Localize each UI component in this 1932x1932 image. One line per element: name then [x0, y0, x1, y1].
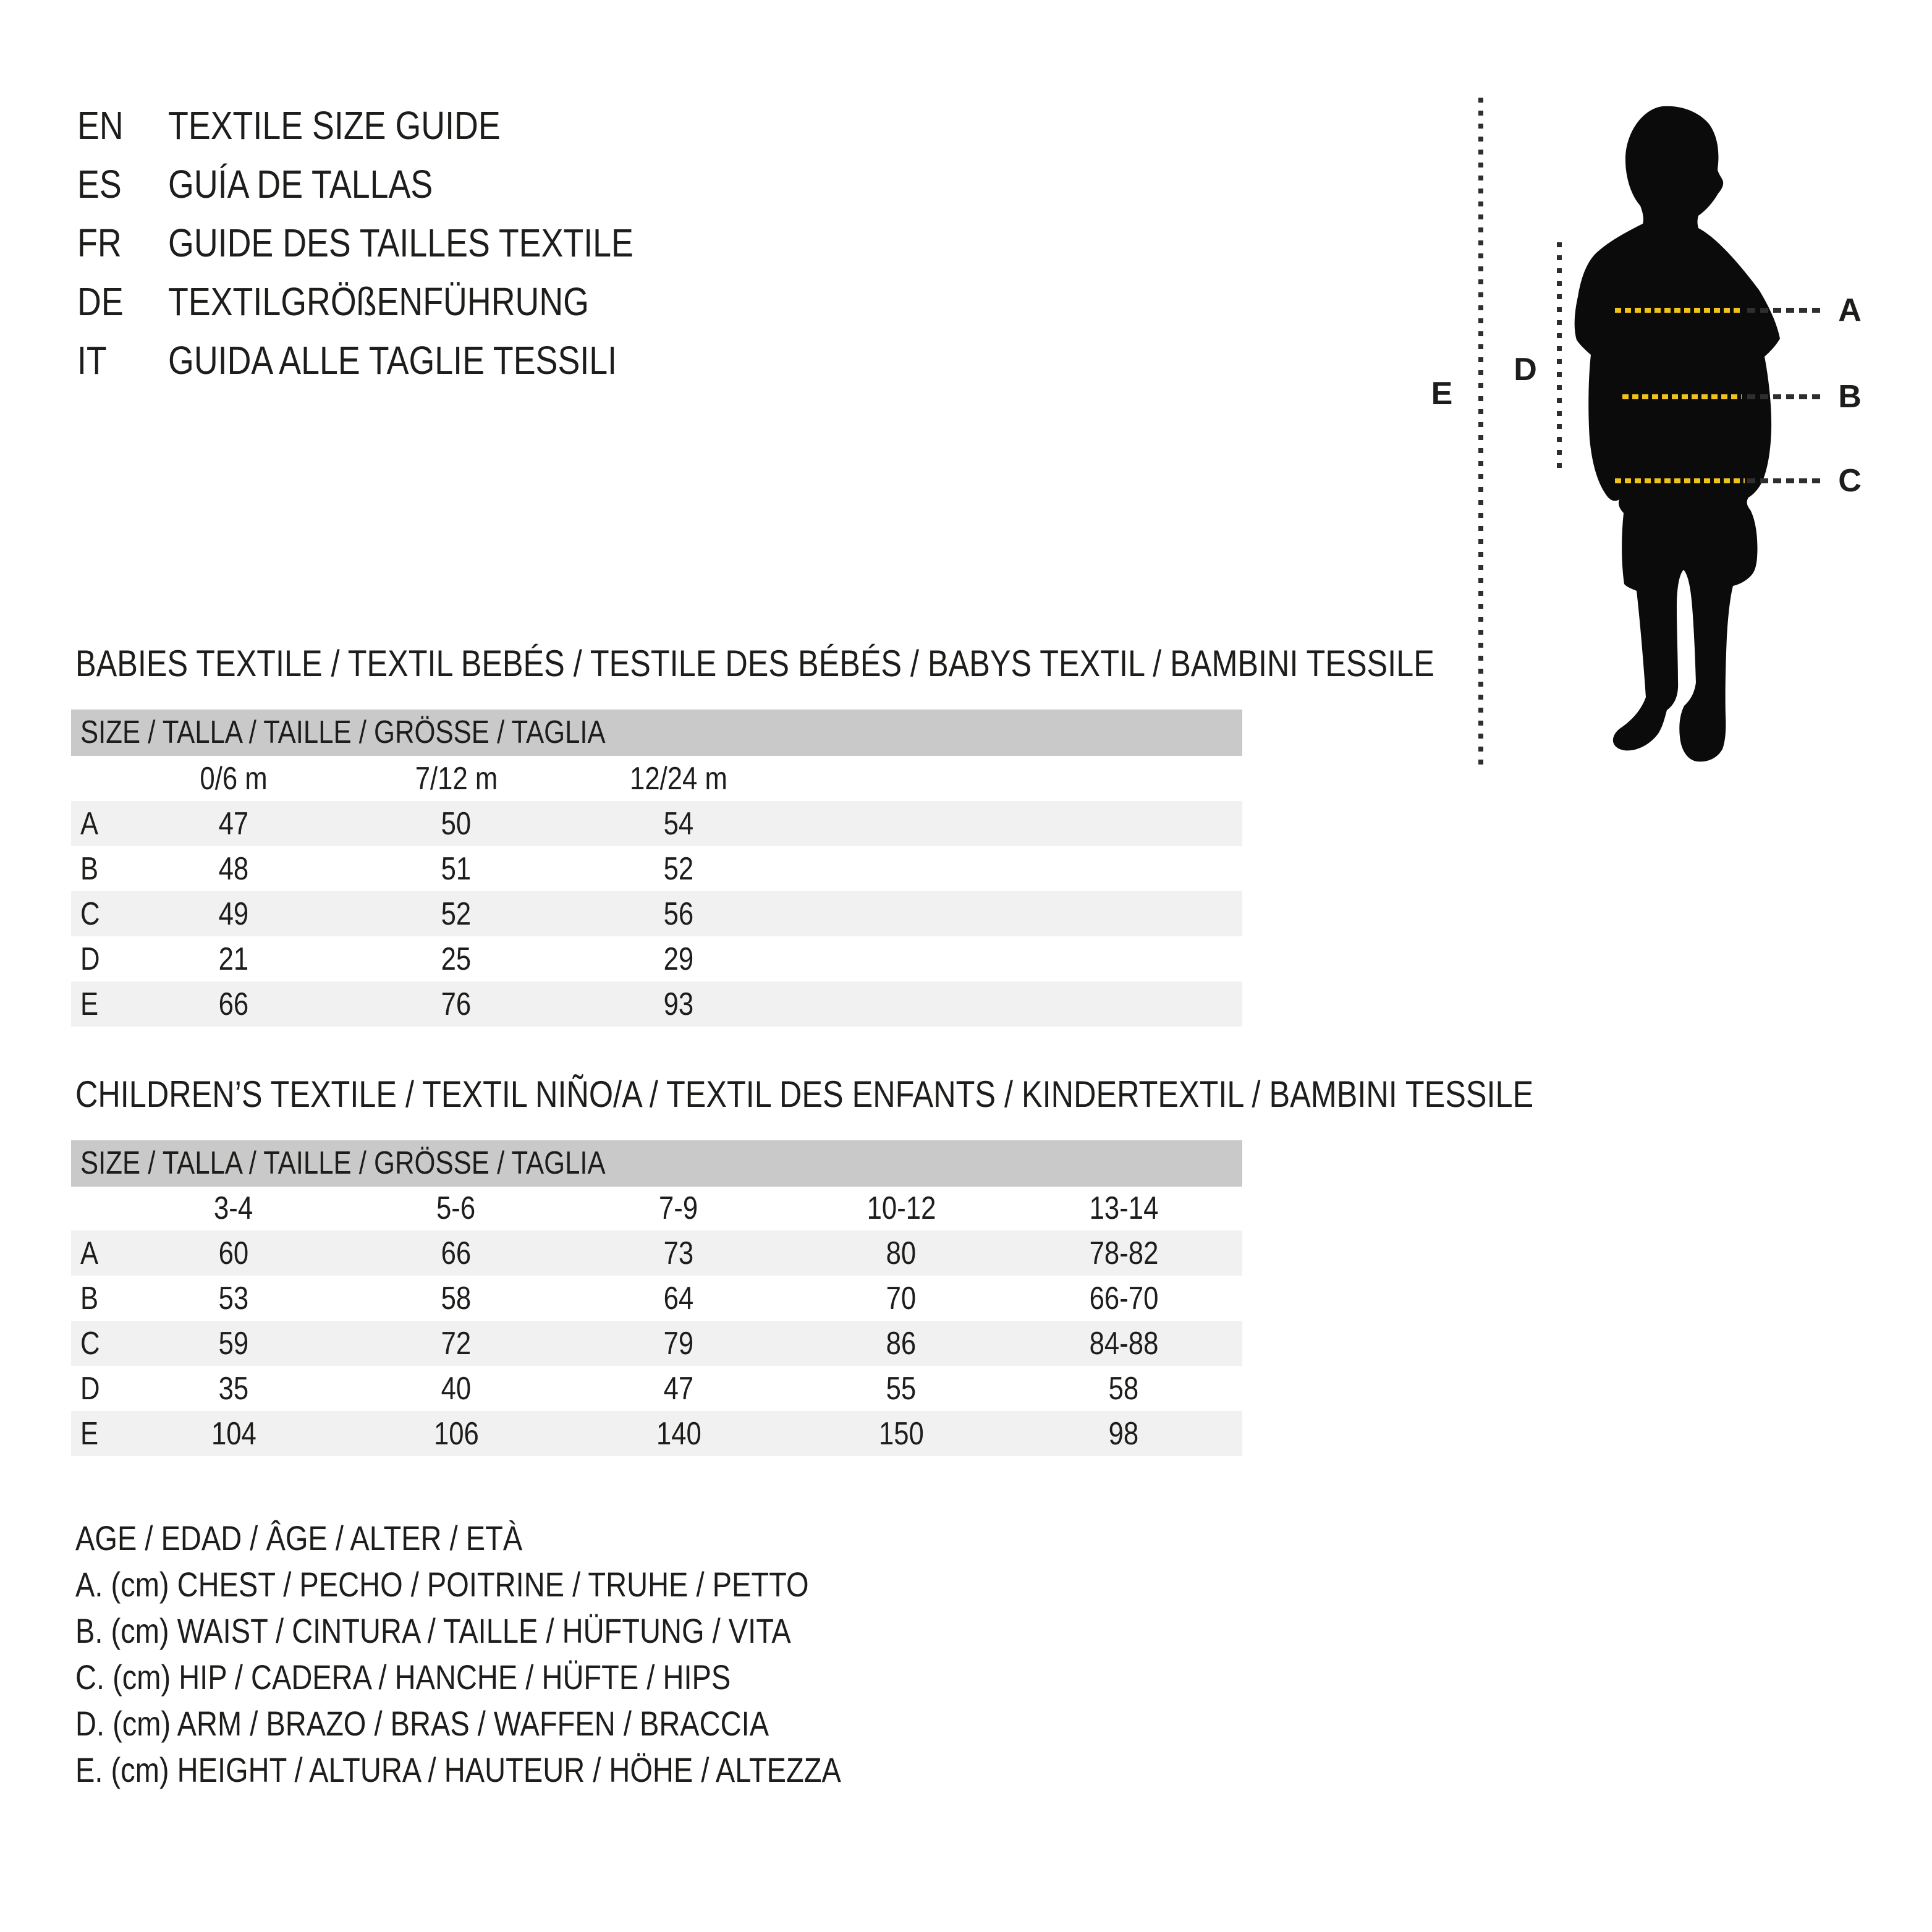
- legend-line: A. (cm) CHEST / PECHO / POITRINE / TRUHE / PETTO: [75, 1565, 809, 1604]
- children-size-table: [71, 1185, 1242, 1456]
- table-cell: 140: [656, 1415, 701, 1452]
- waist-line-outer: [1747, 394, 1820, 399]
- table-cell: 60: [218, 1235, 249, 1271]
- language-code: IT: [77, 337, 107, 383]
- row-label: C: [80, 896, 100, 932]
- table-cell: 66: [218, 986, 249, 1022]
- table-row: [71, 1411, 1242, 1456]
- language-title-text: GUIDA ALLE TAGLIE TESSILI: [168, 337, 617, 383]
- table-cell: 7/12 m: [415, 760, 498, 797]
- hip-label: C: [1838, 463, 1862, 499]
- table-cell: 86: [886, 1325, 917, 1362]
- table-cell: 47: [218, 805, 249, 842]
- table-cell: 98: [1108, 1415, 1139, 1452]
- table-cell: 13-14: [1089, 1190, 1158, 1226]
- height-label: E: [1431, 376, 1453, 412]
- table-cell: 70: [886, 1280, 917, 1316]
- row-label: D: [80, 1370, 100, 1407]
- table-cell: 21: [218, 941, 249, 977]
- table-cell: 7-9: [659, 1190, 698, 1226]
- language-row: [77, 272, 722, 331]
- table-cell: 56: [663, 896, 694, 932]
- table-cell: 52: [441, 896, 472, 932]
- row-label: B: [80, 1280, 99, 1316]
- babies-size-header-bar: [71, 710, 1242, 756]
- table-cell: 12/24 m: [630, 760, 727, 797]
- table-row: [71, 1366, 1242, 1411]
- table-cell: 54: [663, 805, 694, 842]
- table-cell: 53: [218, 1280, 249, 1316]
- table-cell: 93: [663, 986, 694, 1022]
- babies-size-header-text: SIZE / TALLA / TAILLE / GRÖSSE / TAGLIA: [80, 714, 606, 750]
- table-cell: 78-82: [1089, 1235, 1158, 1271]
- table-row: [71, 1321, 1242, 1366]
- legend-line: B. (cm) WAIST / CINTURA / TAILLE / HÜFTUNG / VITA: [75, 1611, 791, 1650]
- language-title-text: GUIDE DES TAILLES TEXTILE: [168, 220, 633, 265]
- children-size-header-text: SIZE / TALLA / TAILLE / GRÖSSE / TAGLIA: [80, 1145, 606, 1181]
- table-cell: 50: [441, 805, 472, 842]
- table-cell: 48: [218, 850, 249, 887]
- legend-line: E. (cm) HEIGHT / ALTURA / HAUTEUR / HÖHE / ALTEZZA: [75, 1750, 841, 1789]
- language-title-text: TEXTILE SIZE GUIDE: [168, 103, 501, 148]
- table-cell: 59: [218, 1325, 249, 1362]
- language-row: [77, 155, 722, 213]
- table-cell: 29: [663, 941, 694, 977]
- table-cell: 55: [886, 1370, 917, 1407]
- table-row: [71, 1276, 1242, 1321]
- table-row: [71, 1231, 1242, 1276]
- table-cell: 73: [663, 1235, 694, 1271]
- table-cell: 47: [663, 1370, 694, 1407]
- chest-line-outer: [1747, 308, 1820, 313]
- hip-line-inner: [1615, 478, 1745, 483]
- table-row: [71, 981, 1242, 1027]
- children-size-header-bar: [71, 1140, 1242, 1187]
- babies-size-table: [71, 756, 1242, 1027]
- table-row: [71, 936, 1242, 981]
- row-label: [71, 760, 122, 797]
- table-cell: 58: [441, 1280, 472, 1316]
- waist-line-inner: [1622, 394, 1742, 399]
- table-cell: 80: [886, 1235, 917, 1271]
- table-cell: 58: [1108, 1370, 1139, 1407]
- table-cell: 66-70: [1089, 1280, 1158, 1316]
- row-label: C: [80, 1325, 100, 1362]
- row-label: D: [80, 941, 100, 977]
- language-title-text: GUÍA DE TALLAS: [168, 161, 433, 206]
- table-cell: 104: [211, 1415, 256, 1452]
- language-title-list: [77, 96, 722, 389]
- row-label: B: [80, 850, 99, 887]
- babies-section-title: BABIES TEXTILE / TEXTIL BEBÉS / TESTILE DES BÉBÉS / BABYS TEXTIL / BAMBINI TESSILE: [75, 643, 1434, 684]
- table-cell: 10-12: [866, 1190, 936, 1226]
- table-cell: 40: [441, 1370, 472, 1407]
- table-cell: 84-88: [1089, 1325, 1158, 1362]
- chest-line-inner: [1615, 308, 1740, 313]
- language-code: ES: [77, 161, 122, 206]
- language-code: DE: [77, 279, 124, 324]
- language-code: EN: [77, 103, 124, 148]
- table-cell: 150: [878, 1415, 924, 1452]
- row-label: A: [80, 805, 99, 842]
- table-cell: 106: [433, 1415, 479, 1452]
- legend-line: D. (cm) ARM / BRAZO / BRAS / WAFFEN / BRACCIA: [75, 1704, 769, 1743]
- table-column-header-row: [71, 1185, 1242, 1231]
- table-cell: 35: [218, 1370, 249, 1407]
- table-cell: 76: [441, 986, 472, 1022]
- table-cell: 66: [441, 1235, 472, 1271]
- table-cell: 3-4: [214, 1190, 253, 1226]
- table-cell: 51: [441, 850, 472, 887]
- children-section-title: CHILDREN’S TEXTILE / TEXTIL NIÑO/A / TEXTIL DES ENFANTS / KINDERTEXTIL / BAMBINI TESSILE: [75, 1074, 1534, 1115]
- row-label: E: [80, 986, 99, 1022]
- arm-label: D: [1514, 352, 1537, 388]
- row-label: [71, 1190, 122, 1227]
- hip-line-outer: [1747, 478, 1820, 483]
- language-code: FR: [77, 220, 122, 265]
- table-cell: 5-6: [436, 1190, 476, 1226]
- table-cell: 79: [663, 1325, 694, 1362]
- legend-line: AGE / EDAD / ÂGE / ALTER / ETÀ: [75, 1519, 523, 1557]
- table-column-header-row: [71, 756, 1242, 801]
- chest-label: A: [1838, 292, 1862, 328]
- table-cell: 52: [663, 850, 694, 887]
- table-cell: 49: [218, 896, 249, 932]
- language-row: [77, 213, 722, 272]
- table-row: [71, 891, 1242, 936]
- legend-line: C. (cm) HIP / CADERA / HANCHE / HÜFTE / HIPS: [75, 1658, 731, 1697]
- table-cell: 0/6 m: [200, 760, 268, 797]
- table-row: [71, 801, 1242, 846]
- waist-label: B: [1838, 379, 1862, 415]
- language-title-text: TEXTILGRÖßENFÜHRUNG: [168, 279, 589, 324]
- table-cell: 25: [441, 941, 472, 977]
- row-label: A: [80, 1235, 99, 1271]
- row-label: E: [80, 1415, 99, 1452]
- measurement-legend: [75, 1515, 987, 1793]
- table-cell: 64: [663, 1280, 694, 1316]
- language-row: [77, 331, 722, 389]
- language-row: [77, 96, 722, 155]
- arm-measure-line: [1557, 242, 1562, 471]
- table-row: [71, 846, 1242, 891]
- table-cell: 72: [441, 1325, 472, 1362]
